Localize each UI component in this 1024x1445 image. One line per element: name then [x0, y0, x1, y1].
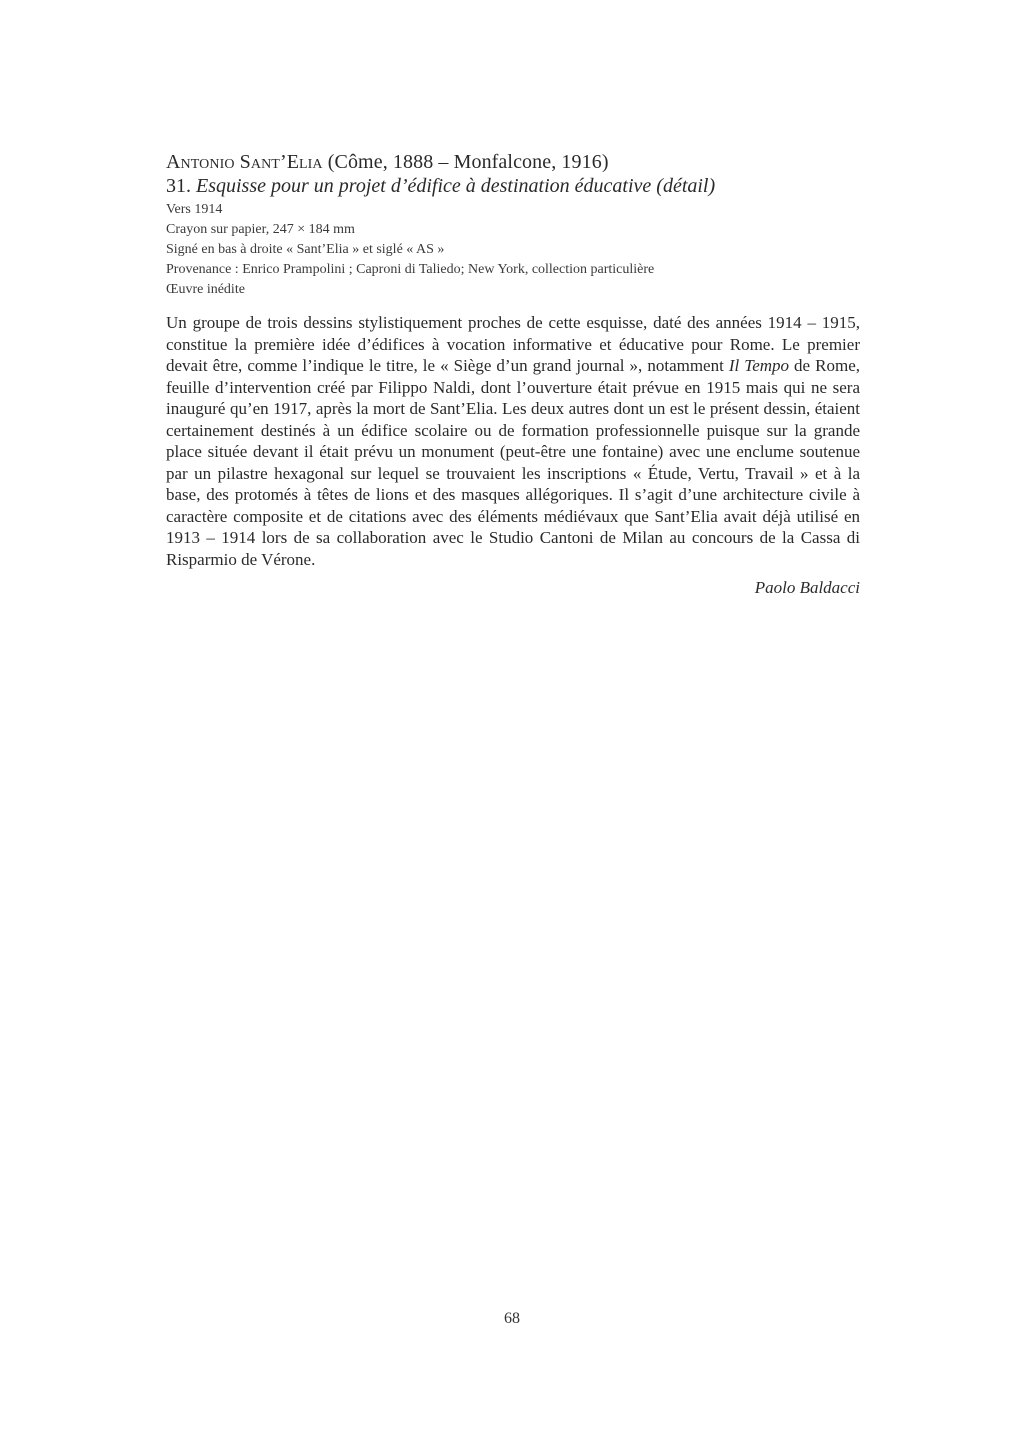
commentary-paragraph [166, 312, 860, 570]
catalog-number: 31. [166, 175, 196, 197]
catalog-entry [166, 150, 860, 606]
work-title-heading [166, 174, 860, 198]
author-signature: Paolo Baldacci [754, 578, 860, 597]
artwork-medium: Crayon sur papier, 247 × 184 mm [166, 222, 355, 237]
artwork-signature: Signé en bas à droite « Sant’Elia » et siglé « AS » [166, 242, 445, 257]
commentary-part-2: de Rome, feuille d’intervention créé par Filippo Naldi, dont l’ouverture était prévue en 1915 mais qui ne sera inauguré qu’en 1917, après la mort de Sant’Elia. Les deux autres dont un est le présent dessin, étaient certainement destinés à un édifice scolaire ou de formation professionnelle puisque sur la grande place située devant il était prévu un monument (peut-être une fontaine) avec une enclume soutenue par un pilastre hexagonal sur lequel se trouvaient les inscriptions « Étude, Vertu, Travail » et à la base, des protomés à têtes de lions et des masques allégoriques. Il s’agit d’une architecture civile à caractère composite et de citations avec des éléments médiévaux que Sant’Elia avait déjà utilisé en 1913 – 1914 lors de sa collaboration avec le Studio Cantoni de Milan au concours de la Cassa di Risparmio de Vérone. [166, 356, 860, 569]
artwork-provenance: Provenance : Enrico Prampolini ; Caproni di Taliedo; New York, collection particulière [166, 262, 655, 277]
artist-name: Antonio Sant’Elia [166, 151, 323, 173]
artwork-status: Œuvre inédite [166, 282, 245, 297]
commentary-italic-title: Il Tempo [728, 356, 790, 375]
commentary-part-1: Un groupe de trois dessins stylistiquement proches de cette esquisse, daté des années 1914 – 1915, constitue la première idée d’édifices à vocation informative et éducative pour Rome. Le premier devait être, comme l’indique le titre, le « Siège d’un grand journal », notamment [166, 313, 860, 375]
page-number: 68 [504, 1310, 520, 1327]
artwork-metadata [166, 200, 860, 300]
artist-dates: (Côme, 1888 – Monfalcone, 1916) [322, 151, 609, 173]
artist-heading [166, 150, 860, 174]
artwork-date: Vers 1914 [166, 202, 223, 217]
work-title: Esquisse pour un projet d’édifice à destination éducative (détail) [196, 175, 716, 197]
